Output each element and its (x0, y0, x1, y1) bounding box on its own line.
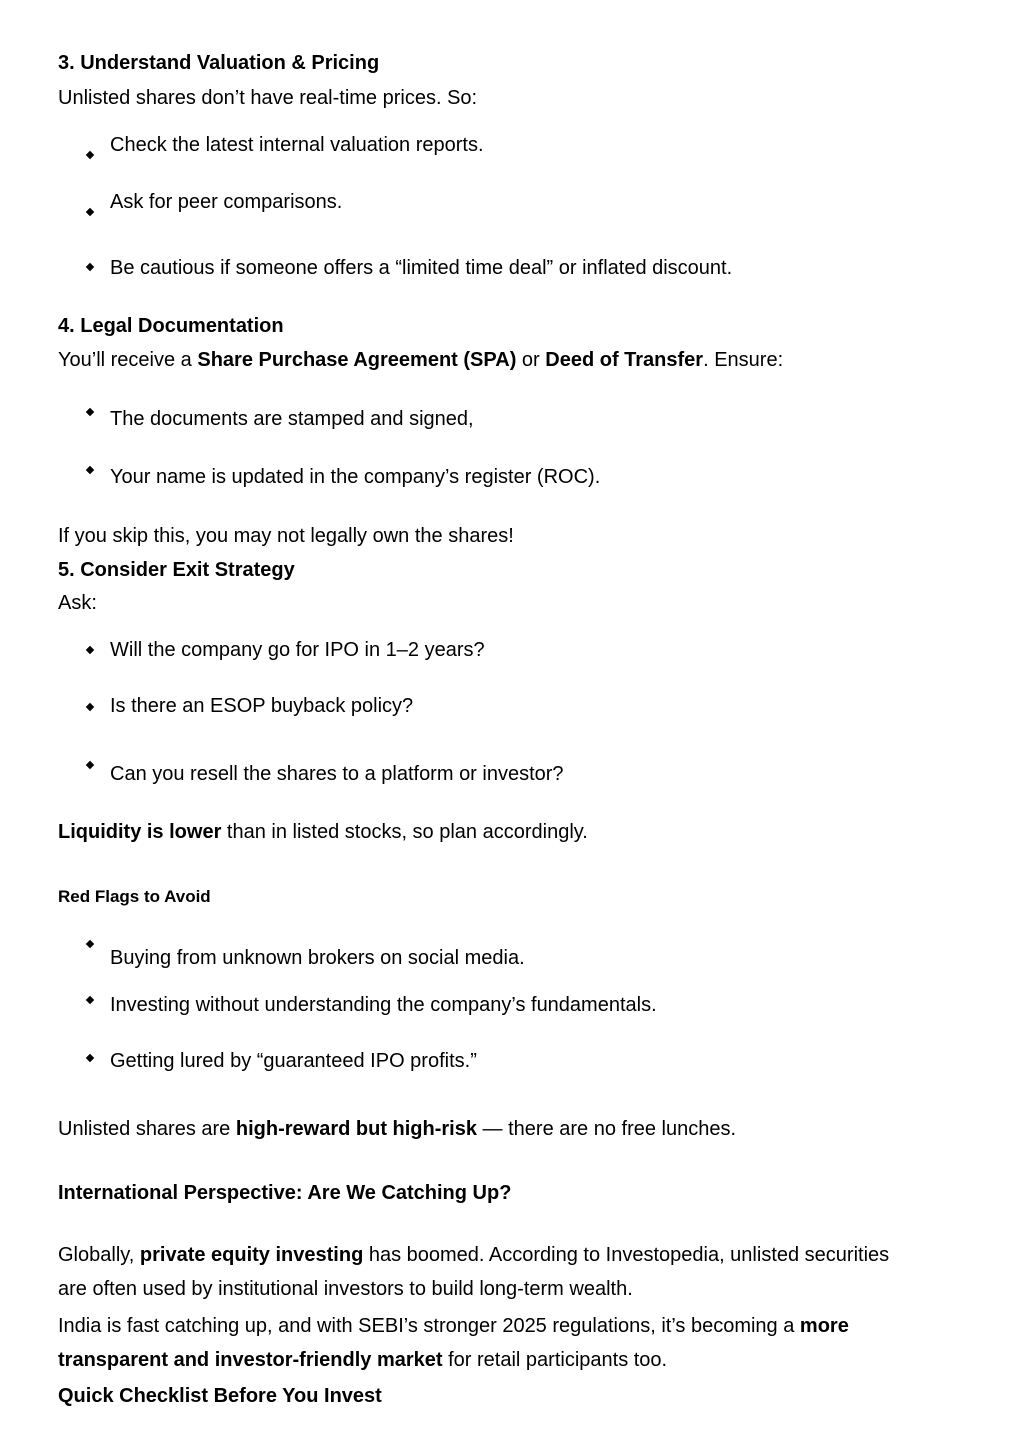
list-item: The documents are stamped and signed, (110, 408, 474, 430)
bullet-icon (86, 1054, 94, 1062)
paragraph-text: Globally, (58, 1244, 140, 1266)
bullet-icon (86, 761, 94, 769)
international-paragraph-2 (58, 1314, 849, 1338)
outro-text: — there are no free lunches. (477, 1118, 737, 1140)
list-item: Your name is updated in the company’s register (ROC). (110, 466, 601, 488)
section-4-intro (58, 348, 783, 372)
outro-text: Unlisted shares are (58, 1118, 236, 1140)
international-paragraph-2-line-2 (58, 1348, 667, 1372)
section-5-outro (58, 820, 588, 844)
bullet-icon (86, 408, 94, 416)
list-item: Ask for peer comparisons. (110, 191, 343, 213)
pe-emphasis: private equity investing (139, 1244, 364, 1266)
outro-text: than in listed stocks, so plan accordingly. (221, 821, 588, 843)
bullet-icon (86, 208, 94, 216)
international-paragraph-1-line-2: are often used by institutional investors to build long-term wealth. (58, 1278, 633, 1300)
bullet-icon (86, 263, 94, 271)
bullet-icon (86, 646, 94, 654)
bullet-icon (86, 996, 94, 1004)
section-5-intro: Ask: (58, 592, 97, 614)
intro-text: or (516, 349, 546, 371)
list-item: Buying from unknown brokers on social media. (110, 947, 525, 969)
paragraph-text: has boomed. According to Investopedia, unlisted securities (363, 1244, 890, 1266)
list-item: Check the latest internal valuation reports. (110, 134, 484, 156)
section-3-intro: Unlisted shares don’t have real-time prices. So: (58, 87, 478, 109)
red-flags-outro (58, 1117, 736, 1141)
section-4-outro: If you skip this, you may not legally own the shares! (58, 525, 514, 547)
list-item: Be cautious if someone offers a “limited time deal” or inflated discount. (110, 257, 733, 279)
intro-text: . Ensure: (703, 349, 784, 371)
international-heading: International Perspective: Are We Catching Up? (58, 1182, 512, 1204)
liquidity-emphasis: Liquidity is lower (58, 821, 222, 843)
list-item: Can you resell the shares to a platform or investor? (110, 763, 564, 785)
list-item: Investing without understanding the company’s fundamentals. (110, 994, 657, 1016)
intro-text: You’ll receive a (58, 349, 198, 371)
deed-term: Deed of Transfer (545, 349, 704, 371)
risk-emphasis: high-reward but high-risk (235, 1118, 477, 1140)
market-emphasis: transparent and investor-friendly market (58, 1349, 443, 1371)
section-5-heading: 5. Consider Exit Strategy (58, 559, 295, 581)
red-flags-heading: Red Flags to Avoid (58, 887, 211, 906)
checklist-heading: Quick Checklist Before You Invest (58, 1385, 382, 1407)
list-item: Is there an ESOP buyback policy? (110, 695, 414, 717)
paragraph-text: India is fast catching up, and with SEBI’s stronger 2025 regulations, it’s becoming a (58, 1315, 800, 1337)
bullet-icon (86, 151, 94, 159)
spa-term: Share Purchase Agreement (SPA) (197, 349, 517, 371)
bullet-icon (86, 703, 94, 711)
bullet-icon (86, 466, 94, 474)
international-paragraph-1 (58, 1243, 889, 1267)
list-item: Getting lured by “guaranteed IPO profits.” (110, 1050, 477, 1072)
paragraph-text: for retail participants too. (442, 1349, 668, 1371)
section-4-heading: 4. Legal Documentation (58, 315, 284, 337)
bullet-icon (86, 940, 94, 948)
list-item: Will the company go for IPO in 1–2 years? (110, 639, 485, 661)
market-emphasis: more (799, 1315, 849, 1337)
section-3-heading: 3. Understand Valuation & Pricing (58, 52, 380, 74)
